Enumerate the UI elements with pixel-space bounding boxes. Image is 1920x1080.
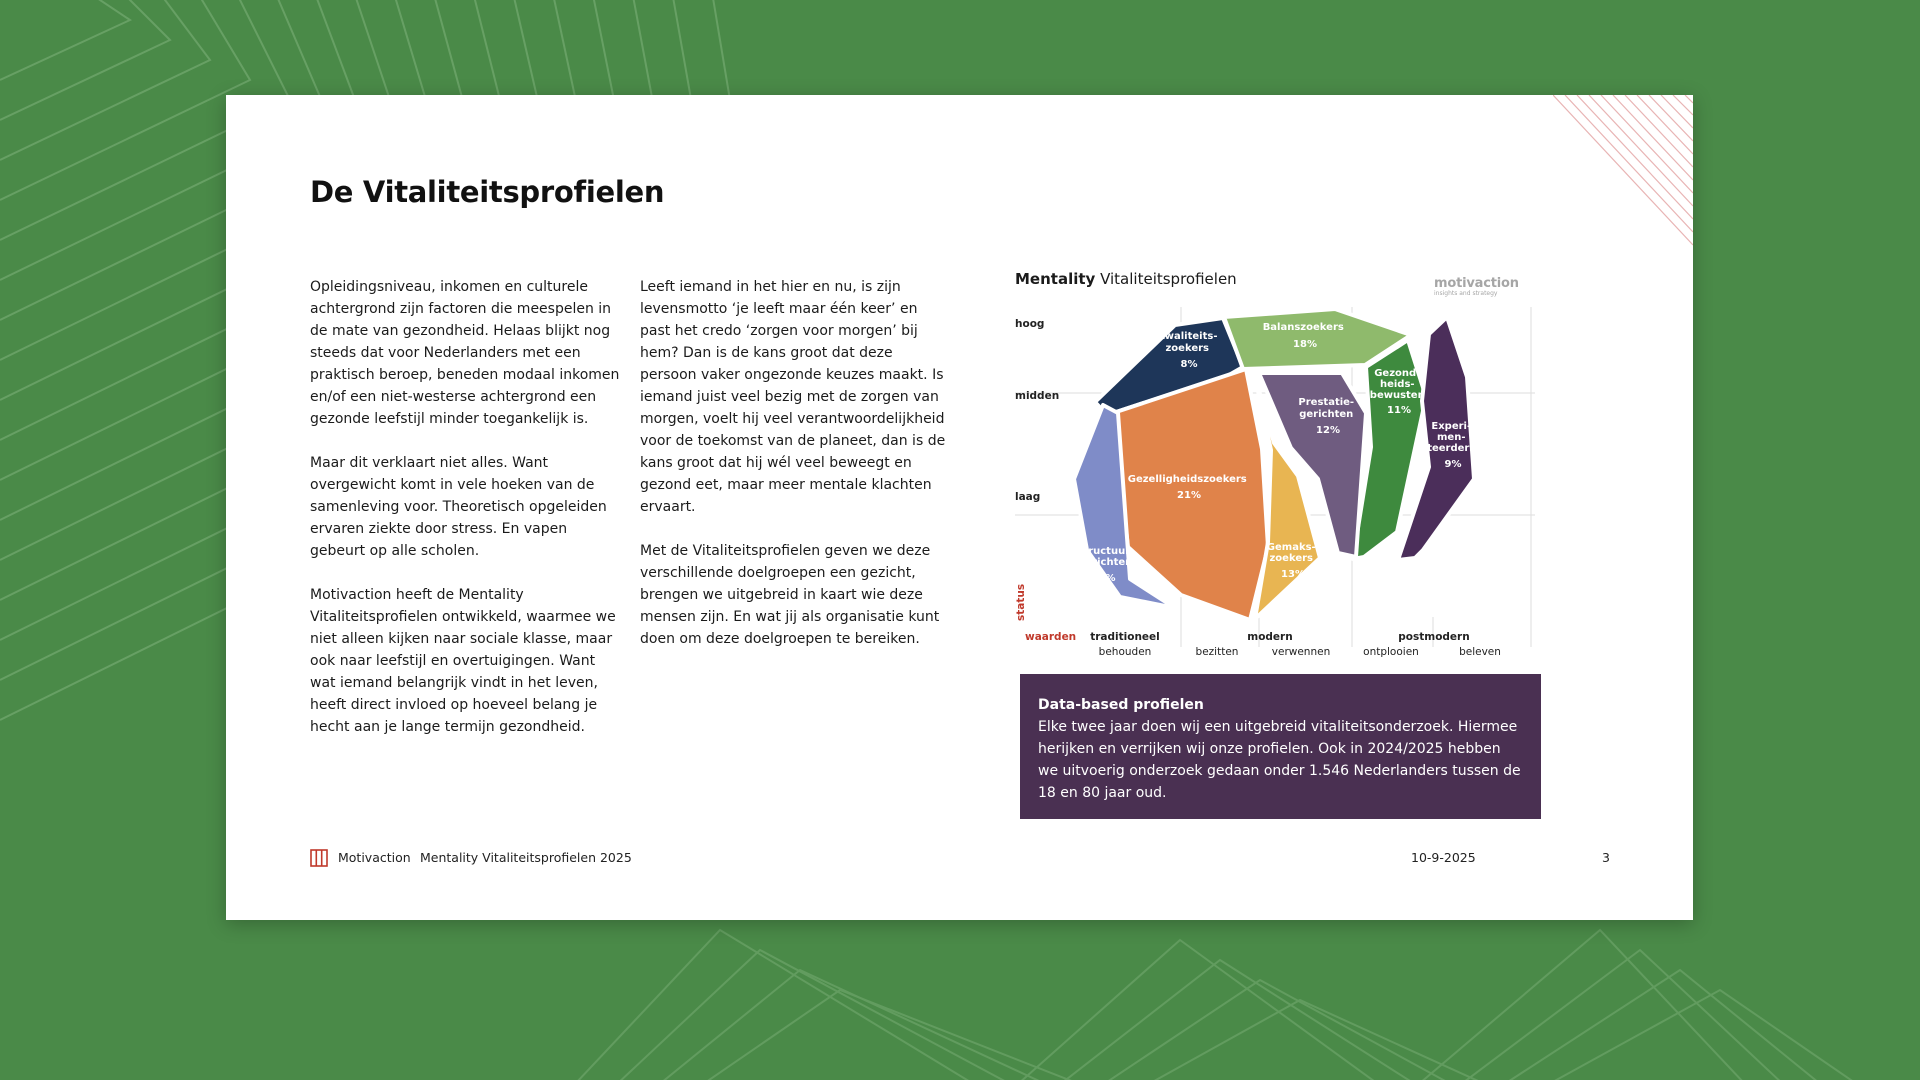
vitaliteitsprofielen-figure xyxy=(1015,267,1535,667)
label-gezelligheidszoekers: Gezelligheidszoekers 21% xyxy=(1127,474,1247,501)
slide xyxy=(226,95,1693,920)
x-group-modern: modern xyxy=(1247,631,1293,643)
text-column-middle xyxy=(640,276,950,672)
text-column-left xyxy=(310,276,620,760)
y-level-hoog: hoog xyxy=(1015,318,1045,330)
x-sub-verwennen: verwennen xyxy=(1271,646,1331,658)
y-level-midden: midden xyxy=(1015,390,1060,402)
paragraph: Leeft iemand in het hier en nu, is zijn levensmotto ‘je leeft maar één keer’ en past het credo ‘zorgen voor morgen’ bij hem? Dan is de kans groot dat deze persoon vaker ongezonde keuzes maakt. Is iemand juist veel bezig met de zorgen van morgen, voelt hij veel verantwoordelijkheid voor de toekomst van de planeet, dan is de kans groot dat hij wél veel beweegt en gezond eet, maar meer mentale klachten ervaart. xyxy=(640,279,946,515)
label-gemakszoekers: Gemaks- zoekers 13% xyxy=(1266,542,1316,580)
x-group-postmodern: postmodern xyxy=(1398,631,1470,643)
chart-title xyxy=(1015,270,1237,288)
paragraph: Motivaction heeft de Mentality Vitaliteitsprofielen ontwikkeld, waarmee we niet alleen kijken naar sociale klasse, maar ook naar leefstijl en overtuigingen. Want wat iemand belangrijk vindt in het leven, heeft direct invloed op hoeveel belang je hecht aan je lange termijn gezondheid. xyxy=(310,587,616,735)
info-box-text: Elke twee jaar doen wij een uitgebreid vitaliteitsonderzoek. Hiermee herijken en verrijken wij onze profielen. Ook in 2024/2025 hebben we uitvoerig onderzoek gedaan onder 1.546 Nederlanders tussen de 18 en 80 jaar oud. xyxy=(1038,719,1521,801)
x-sub-behouden: behouden xyxy=(1098,646,1152,658)
y-level-laag: laag xyxy=(1015,491,1041,503)
footer-company: Motivaction xyxy=(338,850,411,865)
info-box xyxy=(1020,674,1541,819)
corner-pattern xyxy=(1553,95,1693,265)
info-box-title: Data-based profielen xyxy=(1038,697,1204,713)
label-experimenteerders: Experi- men- teerders 9% xyxy=(1427,421,1476,470)
footer-date: 10-9-2025 xyxy=(1411,850,1476,865)
x-group-traditioneel: traditioneel xyxy=(1090,631,1160,643)
x-axis-label: waarden xyxy=(1025,631,1077,643)
motivaction-logo-icon xyxy=(310,849,328,867)
x-sub-bezitten: bezitten xyxy=(1195,646,1239,658)
label-gezondheidsbewusten: Gezond- heids- bewusten 11% xyxy=(1369,368,1425,416)
x-sub-ontplooien: ontplooien xyxy=(1363,646,1419,658)
page-title: De Vitaliteitsprofielen xyxy=(310,175,665,209)
footer xyxy=(310,848,1610,870)
paragraph: Met de Vitaliteitsprofielen geven we deze verschillende doelgroepen een gezicht, brengen we uitgebreid in kaart wie deze mensen zijn. En wat jij als organisatie kunt doen om deze doelgroepen te bereiken. xyxy=(640,543,940,647)
chart-title-rest: Vitaliteitsprofielen xyxy=(1095,270,1237,288)
brand-logo xyxy=(1434,277,1519,297)
label-balanszoekers: Balanszoekers 18% xyxy=(1262,322,1344,350)
label-structuurgerichten: Structuur- gerichten 8% xyxy=(1076,546,1135,584)
label-prestatiegerichten: Prestatie- gerichten 12% xyxy=(1298,397,1355,436)
footer-document-title: Mentality Vitaliteitsprofielen 2025 xyxy=(420,850,632,865)
y-axis-label: status xyxy=(1015,583,1027,621)
page-number: 3 xyxy=(1602,850,1610,865)
chart-title-bold: Mentality xyxy=(1015,270,1096,288)
profiles-diagram xyxy=(1015,267,1535,667)
paragraph: Opleidingsniveau, inkomen en culturele achtergrond zijn factoren die meespelen in de mate van gezondheid. Helaas blijkt nog steeds dat voor Nederlanders met een praktisch beroep, beneden modaal inkomen en/of een niet-westerse achtergrond een gezonde leefstijl minder toegankelijk is. xyxy=(310,279,620,427)
label-kwaliteitszoekers: Kwaliteits- zoekers 8% xyxy=(1157,331,1218,370)
x-sub-beleven: beleven xyxy=(1459,646,1501,658)
paragraph: Maar dit verklaart niet alles. Want overgewicht komt in vele hoeken van de samenleving voor. Theoretisch opgeleiden ervaren ziekte door stress. En vapen gebeurt op alle scholen. xyxy=(310,455,607,559)
brand-tagline: insights and strategy xyxy=(1434,290,1498,297)
brand-name: motivaction xyxy=(1434,276,1519,291)
